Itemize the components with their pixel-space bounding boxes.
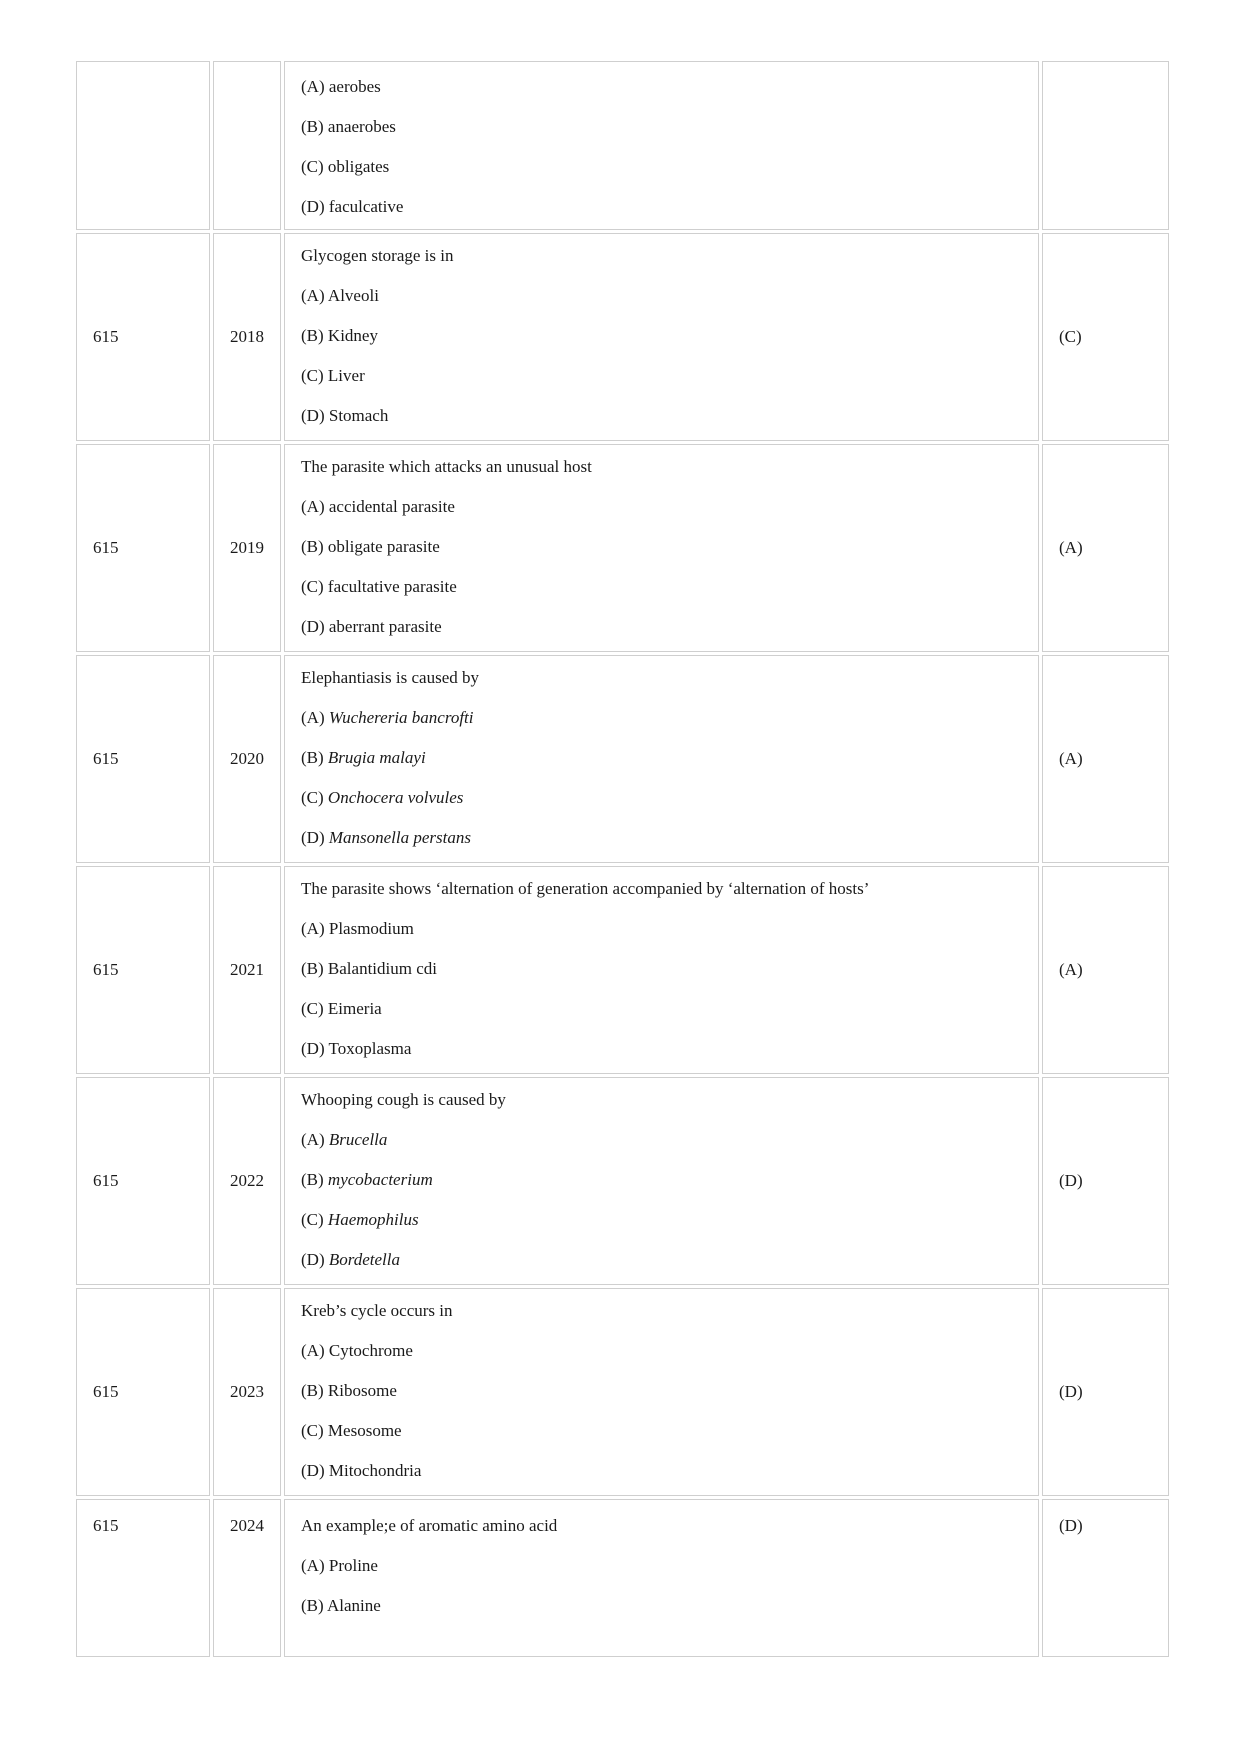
answer-option bbox=[301, 828, 1038, 848]
answer-key-cell: (C) bbox=[1042, 233, 1169, 441]
option-letter: (C) bbox=[301, 1421, 328, 1440]
option-letter: (D) bbox=[301, 617, 329, 636]
question-cell bbox=[284, 1499, 1039, 1657]
option-text: Bordetella bbox=[328, 1250, 400, 1269]
answer-option bbox=[301, 1130, 1038, 1150]
subject-code-cell: 615 bbox=[76, 1077, 210, 1285]
option-letter: (A) bbox=[301, 919, 329, 938]
table-row bbox=[76, 1077, 1169, 1285]
option-text: Balantidium cdi bbox=[327, 959, 437, 978]
question-number-cell: 2024 bbox=[213, 1499, 281, 1657]
answer-option bbox=[301, 708, 1038, 728]
answer-option bbox=[301, 617, 1038, 637]
option-text: mycobacterium bbox=[327, 1170, 433, 1189]
answer-option bbox=[301, 1421, 1038, 1441]
question-text: Kreb’s cycle occurs in bbox=[301, 1301, 453, 1320]
option-letter: (D) bbox=[301, 828, 329, 847]
option-text: Wuchereria bancrofti bbox=[328, 708, 474, 727]
option-letter: (B) bbox=[301, 326, 328, 345]
option-text: Kidney bbox=[327, 326, 378, 345]
answer-option bbox=[301, 117, 1038, 137]
answer-option bbox=[301, 286, 1038, 306]
answer-key-cell: (D) bbox=[1042, 1288, 1169, 1496]
answer-option bbox=[301, 577, 1038, 597]
option-text: Brugia malayi bbox=[327, 748, 426, 767]
answer-option bbox=[301, 1039, 1038, 1059]
answer-option bbox=[301, 1461, 1038, 1481]
question-number-cell: 2020 bbox=[213, 655, 281, 863]
subject-code-cell: 615 bbox=[76, 866, 210, 1074]
option-letter: (D) bbox=[301, 1461, 329, 1480]
answer-key-cell: (A) bbox=[1042, 655, 1169, 863]
subject-code-cell: 615 bbox=[76, 1288, 210, 1496]
subject-code-cell: 615 bbox=[76, 655, 210, 863]
answer-option bbox=[301, 1210, 1038, 1230]
option-text: aerobes bbox=[328, 77, 381, 96]
question-cell bbox=[284, 61, 1039, 230]
answer-option bbox=[301, 157, 1038, 177]
option-text: Toxoplasma bbox=[328, 1039, 412, 1058]
question-table-body bbox=[76, 61, 1169, 1657]
table-row bbox=[76, 655, 1169, 863]
answer-option bbox=[301, 326, 1038, 346]
option-letter: (B) bbox=[301, 1381, 328, 1400]
option-text: faculcative bbox=[328, 197, 404, 216]
answer-option bbox=[301, 197, 1038, 217]
option-text: Proline bbox=[328, 1556, 378, 1575]
table-row bbox=[76, 1499, 1169, 1657]
option-letter: (C) bbox=[301, 788, 328, 807]
option-text: Brucella bbox=[328, 1130, 388, 1149]
answer-option bbox=[301, 1250, 1038, 1270]
question-text: The parasite which attacks an unusual host bbox=[301, 457, 592, 476]
option-text: Stomach bbox=[328, 406, 389, 425]
question-table bbox=[73, 58, 1169, 1660]
option-text: Mesosome bbox=[327, 1421, 402, 1440]
answer-option bbox=[301, 1381, 1038, 1401]
subject-code-cell: 615 bbox=[76, 233, 210, 441]
option-letter: (A) bbox=[301, 497, 329, 516]
answer-key-cell: (A) bbox=[1042, 866, 1169, 1074]
option-letter: (C) bbox=[301, 999, 328, 1018]
option-text: Alveoli bbox=[327, 286, 379, 305]
question-number-cell: 2021 bbox=[213, 866, 281, 1074]
answer-option bbox=[301, 748, 1038, 768]
question-text: Elephantiasis is caused by bbox=[301, 668, 479, 687]
question-cell bbox=[284, 1077, 1039, 1285]
question-cell bbox=[284, 233, 1039, 441]
answer-option bbox=[301, 497, 1038, 517]
subject-code-cell bbox=[76, 61, 210, 230]
answer-key-cell: (D) bbox=[1042, 1499, 1169, 1657]
table-row bbox=[76, 61, 1169, 230]
answer-option bbox=[301, 788, 1038, 808]
subject-code-cell: 615 bbox=[76, 1499, 210, 1657]
question-table-container bbox=[73, 58, 1169, 1698]
option-letter: (C) bbox=[301, 577, 328, 596]
answer-option bbox=[301, 537, 1038, 557]
option-text: Alanine bbox=[326, 1596, 381, 1615]
option-text: Cytochrome bbox=[328, 1341, 413, 1360]
option-letter: (C) bbox=[301, 157, 328, 176]
option-letter: (D) bbox=[301, 1039, 329, 1058]
option-text: Mitochondria bbox=[328, 1461, 422, 1480]
table-row bbox=[76, 444, 1169, 652]
subject-code-cell: 615 bbox=[76, 444, 210, 652]
question-cell bbox=[284, 655, 1039, 863]
option-letter: (A) bbox=[301, 1130, 329, 1149]
question-number-cell: 2018 bbox=[213, 233, 281, 441]
option-text: obligates bbox=[327, 157, 390, 176]
option-letter: (B) bbox=[301, 748, 328, 767]
question-text: Whooping cough is caused by bbox=[301, 1090, 506, 1109]
option-letter: (A) bbox=[301, 286, 328, 305]
answer-option bbox=[301, 999, 1038, 1019]
option-letter: (D) bbox=[301, 406, 329, 425]
option-text: Onchocera volvules bbox=[327, 788, 464, 807]
question-cell bbox=[284, 1288, 1039, 1496]
answer-option bbox=[301, 959, 1038, 979]
question-number-cell: 2019 bbox=[213, 444, 281, 652]
question-text: Glycogen storage is in bbox=[301, 246, 454, 265]
option-letter: (C) bbox=[301, 366, 328, 385]
option-letter: (D) bbox=[301, 197, 329, 216]
question-text: The parasite shows ‘alternation of generation accompanied by ‘alternation of hosts’ bbox=[301, 879, 870, 898]
option-letter: (A) bbox=[301, 77, 329, 96]
answer-key-cell bbox=[1042, 61, 1169, 230]
option-letter: (B) bbox=[301, 117, 328, 136]
question-cell bbox=[284, 444, 1039, 652]
answer-option bbox=[301, 1556, 1038, 1576]
option-text: Plasmodium bbox=[328, 919, 414, 938]
answer-option bbox=[301, 1170, 1038, 1190]
question-cell bbox=[284, 866, 1039, 1074]
option-text: facultative parasite bbox=[327, 577, 457, 596]
question-number-cell: 2022 bbox=[213, 1077, 281, 1285]
question-text: An example;e of aromatic amino acid bbox=[301, 1516, 558, 1535]
option-text: obligate parasite bbox=[327, 537, 440, 556]
option-text: anaerobes bbox=[327, 117, 396, 136]
answer-option bbox=[301, 366, 1038, 386]
option-letter: (C) bbox=[301, 1210, 328, 1229]
question-number-cell bbox=[213, 61, 281, 230]
table-row bbox=[76, 233, 1169, 441]
option-letter: (B) bbox=[301, 1170, 328, 1189]
answer-option bbox=[301, 1341, 1038, 1361]
option-letter: (B) bbox=[301, 959, 328, 978]
option-text: Eimeria bbox=[327, 999, 382, 1018]
option-letter: (D) bbox=[301, 1250, 329, 1269]
answer-option bbox=[301, 77, 1038, 97]
option-text: Liver bbox=[327, 366, 365, 385]
option-text: Mansonella perstans bbox=[328, 828, 471, 847]
answer-option bbox=[301, 406, 1038, 426]
option-letter: (B) bbox=[301, 1596, 327, 1615]
question-number-cell: 2023 bbox=[213, 1288, 281, 1496]
option-letter: (A) bbox=[301, 708, 329, 727]
option-letter: (A) bbox=[301, 1556, 329, 1575]
option-text: Haemophilus bbox=[327, 1210, 419, 1229]
option-text: accidental parasite bbox=[328, 497, 455, 516]
table-row bbox=[76, 1288, 1169, 1496]
answer-option bbox=[301, 919, 1038, 939]
answer-key-cell: (D) bbox=[1042, 1077, 1169, 1285]
table-row bbox=[76, 866, 1169, 1074]
option-text: Ribosome bbox=[327, 1381, 397, 1400]
option-letter: (B) bbox=[301, 537, 328, 556]
answer-key-cell: (A) bbox=[1042, 444, 1169, 652]
option-text: aberrant parasite bbox=[328, 617, 442, 636]
answer-option bbox=[301, 1596, 1038, 1616]
option-letter: (A) bbox=[301, 1341, 329, 1360]
